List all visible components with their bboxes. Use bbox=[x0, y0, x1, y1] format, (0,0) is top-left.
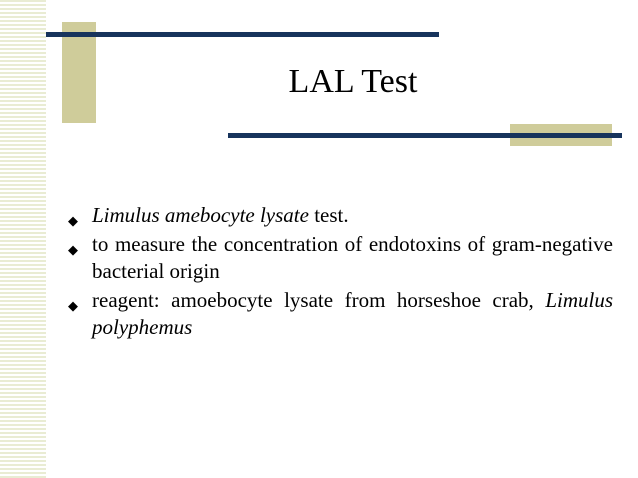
left-stripe-decoration bbox=[0, 0, 46, 478]
bullet-plain-text: test. bbox=[308, 203, 349, 227]
bullet-text: to measure the concentration of endotoxins of gram-negative bacterial origin bbox=[92, 232, 613, 283]
olive-block-top bbox=[62, 22, 96, 123]
bullet-item bbox=[68, 287, 613, 341]
bullet-italic-term: Limulus amebocyte lysate bbox=[92, 203, 309, 227]
diamond-bullet-icon: ◆ bbox=[68, 242, 78, 257]
bullet-text bbox=[92, 202, 613, 229]
bullet-item bbox=[68, 231, 613, 285]
bullet-italic-term: Limulus polyphemus bbox=[92, 288, 613, 339]
bullet-list bbox=[68, 202, 613, 343]
bullet-plain-text: reagent: amoebocyte lysate from horseshoe crab, bbox=[92, 288, 546, 312]
diamond-bullet-icon: ◆ bbox=[68, 213, 78, 228]
diamond-bullet-icon: ◆ bbox=[68, 298, 78, 313]
bullet-text bbox=[92, 287, 613, 341]
navy-line-top bbox=[46, 32, 439, 37]
navy-line-bottom bbox=[228, 133, 622, 138]
slide-title: LAL Test bbox=[288, 63, 418, 100]
bullet-item bbox=[68, 202, 613, 229]
